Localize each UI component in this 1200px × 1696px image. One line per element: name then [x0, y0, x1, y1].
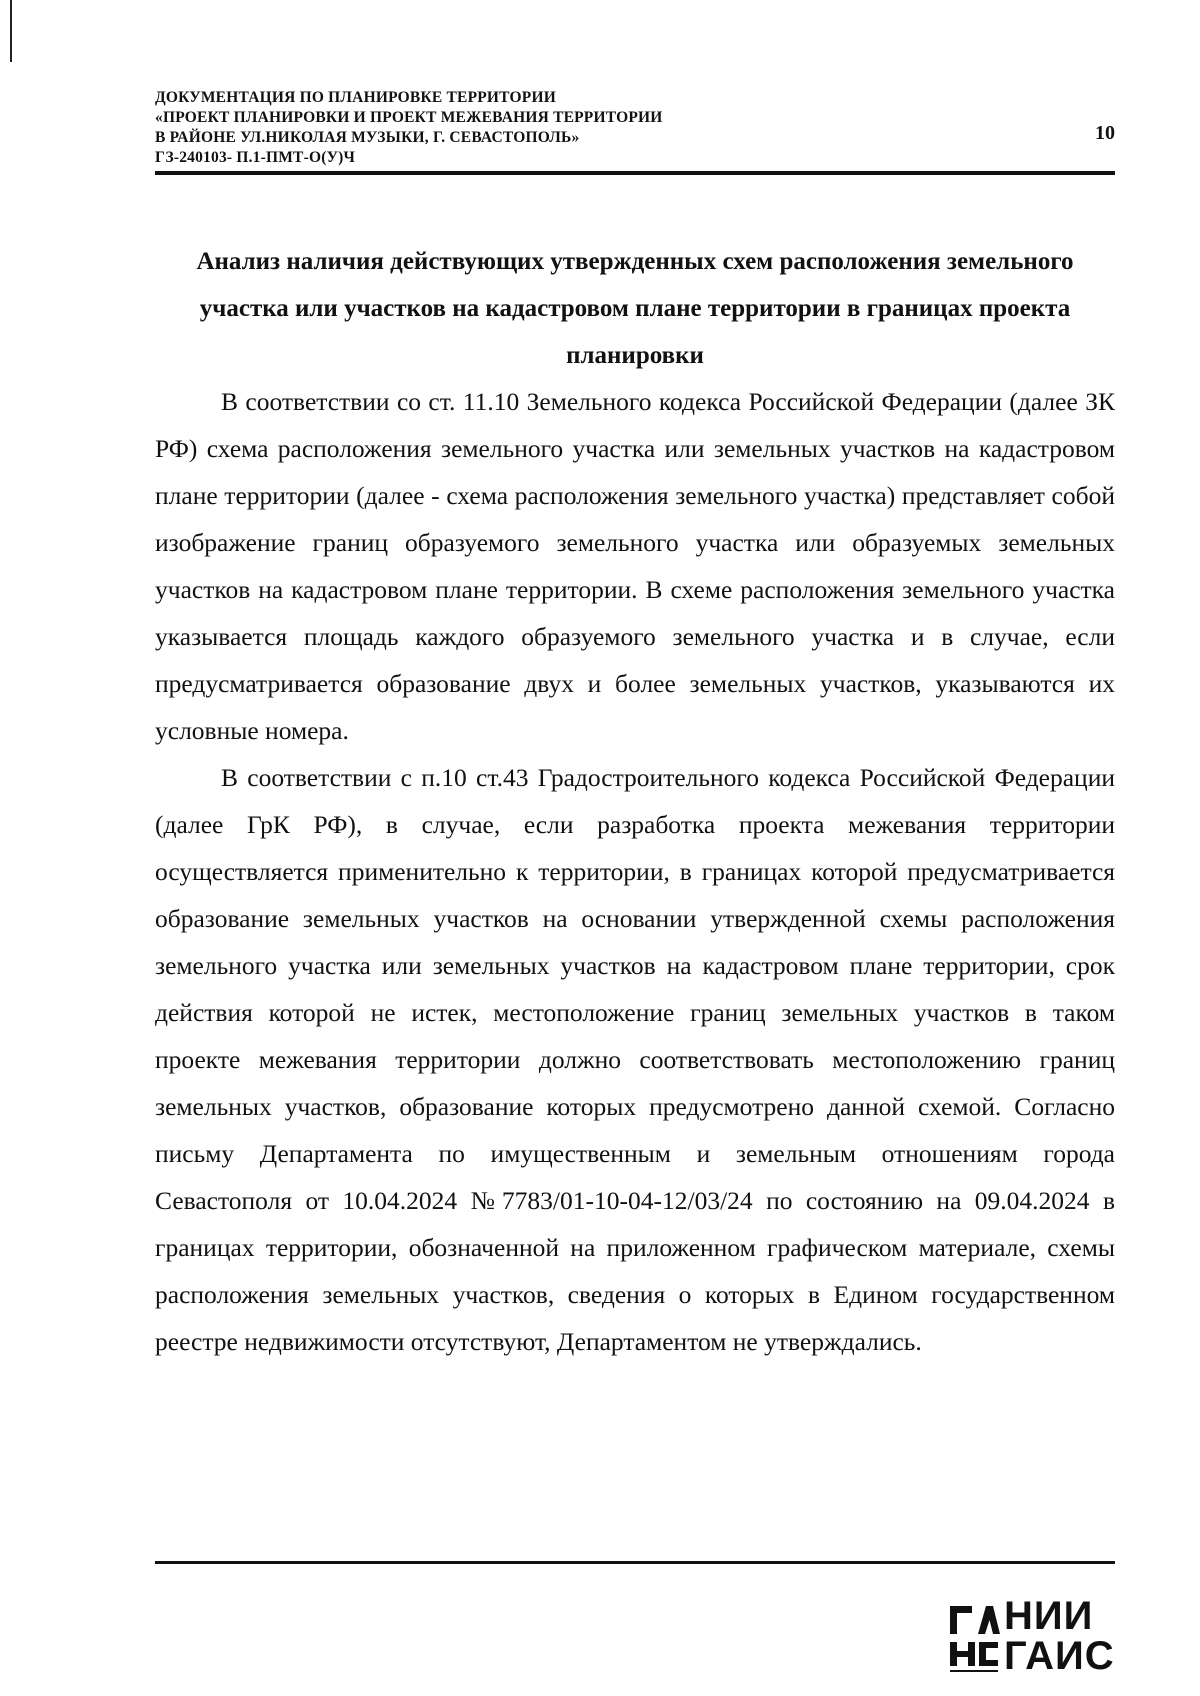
section-title: Анализ наличия действующих утвержденных схем расположения земельного участка или участков на кадастровом плане территории в границах проекта планировки: [196, 248, 1074, 369]
header-line-1: ДОКУМЕНТАЦИЯ ПО ПЛАНИРОВКЕ ТЕРРИТОРИИ: [155, 89, 556, 106]
header-divider: [155, 171, 1115, 175]
document-body: [155, 378, 1115, 1365]
logo-mark-icon: [948, 1602, 1000, 1674]
paragraph-1: В соответствии со ст. 11.10 Земельного кодекса Российской Федерации (далее ЗК РФ) схема расположения земельного участка или земельных участков на кадастровом плане территории (далее - схема расположения земельного участка) представляет собой изображение границ образуемого земельного участка или образуемых земельных участков на кадастровом плане территории. В схеме расположения земельного участка указывается площадь каждого образуемого земельного участка и в случае, если предусматривается образование двух и более земельных участков, указываются их условные номера.: [155, 387, 1115, 745]
header-title-block: [155, 88, 1115, 168]
company-logo: [948, 1596, 1128, 1680]
document-header: [155, 88, 1115, 168]
page-number: 10: [1095, 122, 1115, 144]
logo-wordmark: [1004, 1596, 1115, 1676]
logo-line-1: НИИ: [1004, 1594, 1094, 1638]
scan-edge-mark: [10, 0, 12, 62]
header-line-4: ГЗ-240103- П.1-ПМТ-О(У)Ч: [155, 149, 356, 166]
paragraph-2: В соответствии с п.10 ст.43 Градостроительного кодекса Российской Федерации (далее ГрК РФ), в случае, если разработка проекта межевания территории осуществляется применительно к территории, в границах которой предусматривается образование земельных участков на основании утвержденной схемы расположения земельного участка или земельных участков на кадастровом плане территории, срок действия которой не истек, местоположение границ земельных участков в таком проекте межевания территории должно соответствовать местоположению границ земельных участков, образование которых предусмотрено данной схемой. Согласно письму Департамента по имущественным и земельным отношениям города Севастополя от 10.04.2024 №7783/01-10-04-12/03/24 по состоянию на 09.04.2024 в границах территории, обозначенной на приложенном графическом материале, схемы расположения земельных участков, сведения о которых в Едином государственном реестре недвижимости отсутствуют, Департаментом не утверждались.: [155, 763, 1115, 1356]
header-line-2: «ПРОЕКТ ПЛАНИРОВКИ И ПРОЕКТ МЕЖЕВАНИЯ ТЕРРИТОРИИ: [155, 109, 663, 126]
footer-divider: [155, 1561, 1115, 1564]
logo-line-2: ГАИС: [1004, 1634, 1115, 1678]
header-line-3: В РАЙОНЕ УЛ.НИКОЛАЯ МУЗЫКИ, Г. СЕВАСТОПОЛЬ»: [155, 129, 580, 146]
